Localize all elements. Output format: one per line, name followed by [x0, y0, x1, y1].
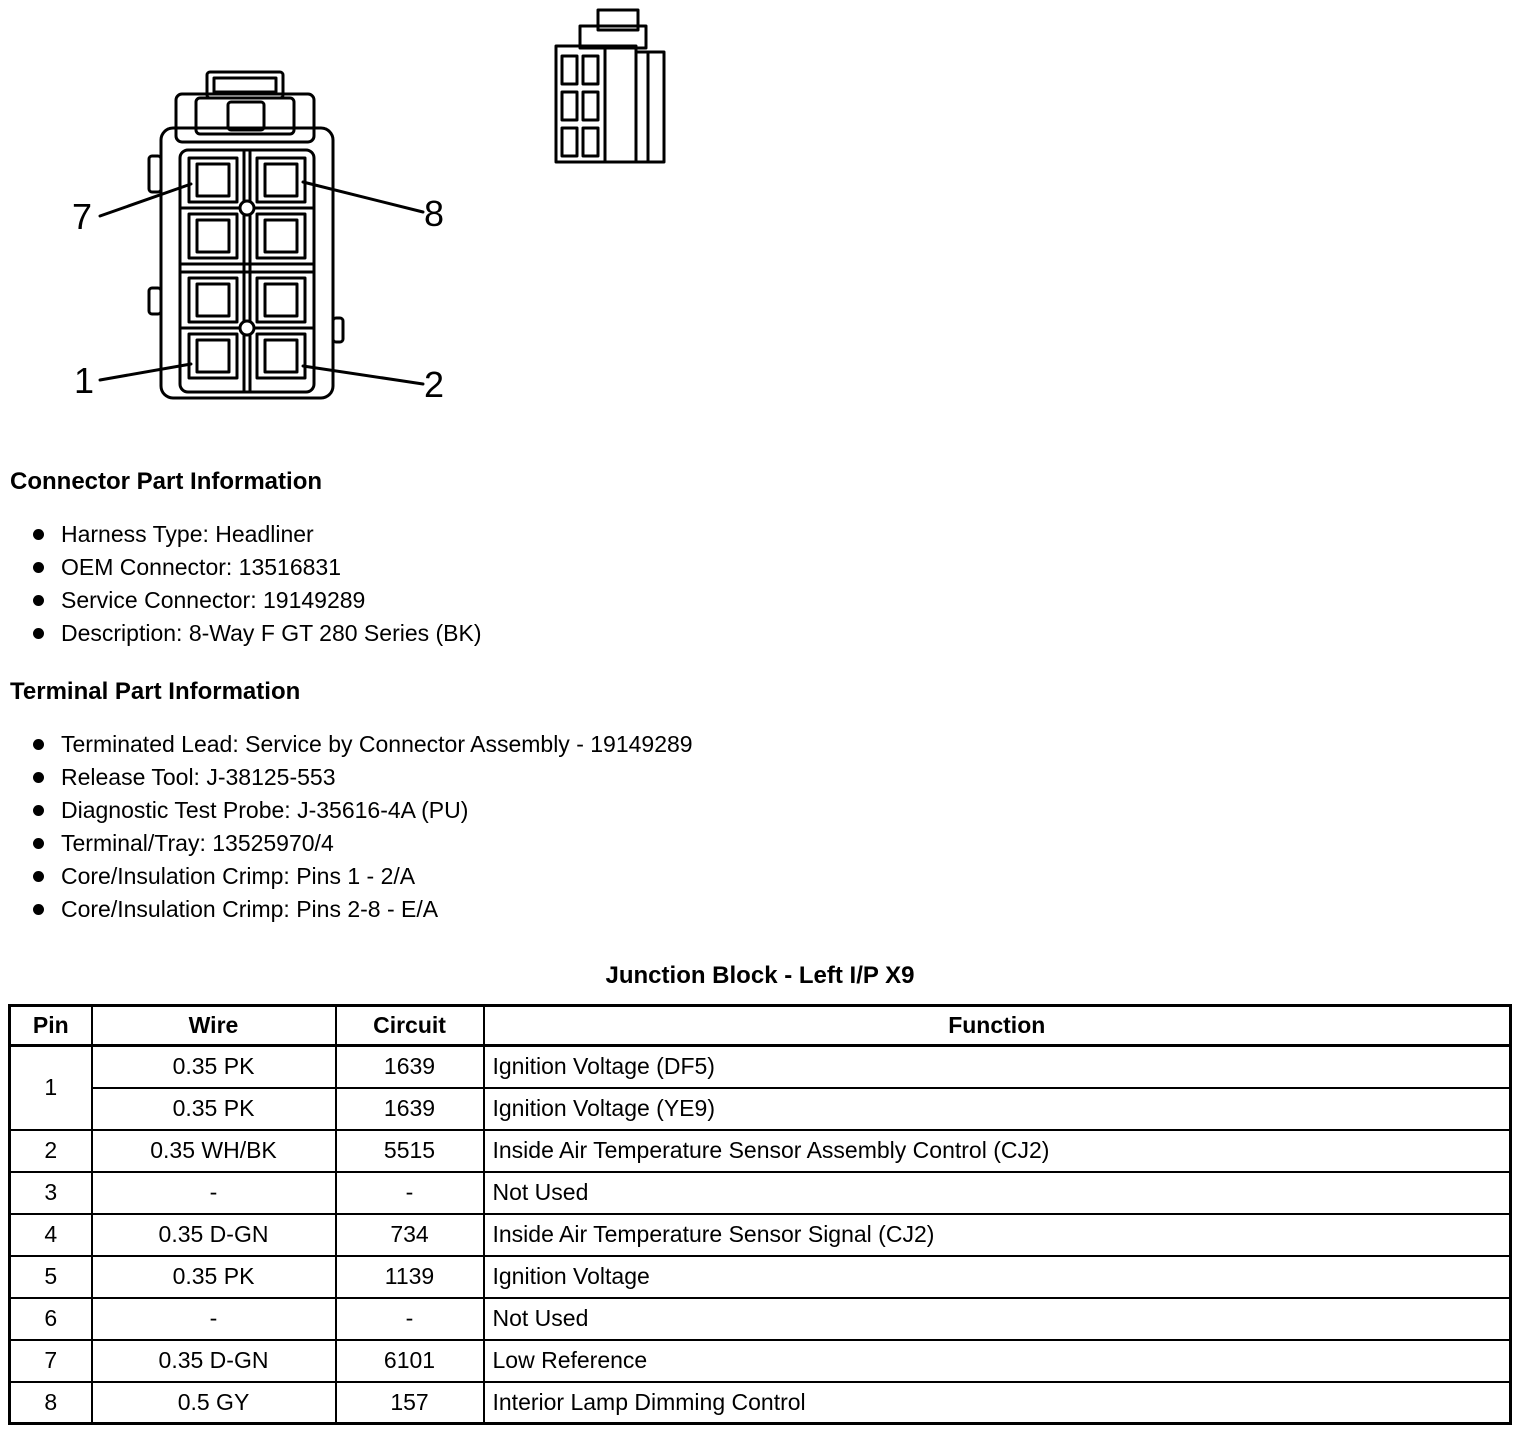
pin-cell: 4: [10, 1214, 92, 1256]
pin-label-8: 8: [424, 193, 445, 234]
wire-cell: 0.35 D-GN: [92, 1340, 336, 1382]
table-row: [10, 1172, 1511, 1214]
function-cell: Not Used: [484, 1298, 1511, 1340]
table-title: Junction Block - Left I/P X9: [605, 962, 915, 989]
table-row: [10, 1256, 1511, 1298]
table-row: [10, 1214, 1511, 1256]
table-row: [10, 1298, 1511, 1340]
list-item: [33, 860, 1520, 893]
pin-cell: 2: [10, 1130, 92, 1172]
table-header-row: [10, 1006, 1511, 1046]
function-cell: Inside Air Temperature Sensor Signal (CJ2): [484, 1214, 1511, 1256]
pin-cell: 5: [10, 1256, 92, 1298]
list-item-text: Description: 8-Way F GT 280 Series (BK): [61, 620, 482, 646]
terminal-part-info-list: [0, 728, 1520, 926]
bullet-icon: [33, 772, 44, 783]
bullet-icon: [33, 529, 44, 540]
bullet-icon: [33, 562, 44, 573]
circuit-cell: 1639: [336, 1088, 484, 1130]
function-cell: Not Used: [484, 1172, 1511, 1214]
header-wire: Wire: [92, 1006, 336, 1046]
list-item: [33, 827, 1520, 860]
pin-label-7: 7: [72, 196, 93, 237]
header-function: Function: [484, 1006, 1511, 1046]
circuit-cell: 1639: [336, 1046, 484, 1088]
list-item: [33, 728, 1520, 761]
wire-cell: 0.35 D-GN: [92, 1214, 336, 1256]
list-item: [33, 551, 1520, 584]
table-row: [10, 1382, 1511, 1424]
wire-cell: 0.35 PK: [92, 1088, 336, 1130]
function-cell: Ignition Voltage (DF5): [484, 1046, 1511, 1088]
list-item-text: Terminated Lead: Service by Connector Assembly - 19149289: [61, 731, 693, 757]
wire-cell: 0.35 PK: [92, 1046, 336, 1088]
connector-front-view: [149, 72, 343, 398]
list-item: [33, 518, 1520, 551]
pin-cell: 8: [10, 1382, 92, 1424]
header-pin: Pin: [10, 1006, 92, 1046]
pin-label-2: 2: [424, 364, 445, 405]
list-item: [33, 893, 1520, 926]
bullet-icon: [33, 904, 44, 915]
list-item-text: OEM Connector: 13516831: [61, 554, 342, 580]
function-cell: Ignition Voltage: [484, 1256, 1511, 1298]
terminal-cavities: [189, 158, 305, 378]
circuit-cell: -: [336, 1172, 484, 1214]
list-item-text: Core/Insulation Crimp: Pins 2-8 - E/A: [61, 896, 439, 922]
function-cell: Interior Lamp Dimming Control: [484, 1382, 1511, 1424]
circuit-cell: 734: [336, 1214, 484, 1256]
list-item-text: Core/Insulation Crimp: Pins 1 - 2/A: [61, 863, 416, 889]
table-row: [10, 1046, 1511, 1088]
circuit-cell: 1139: [336, 1256, 484, 1298]
bullet-icon: [33, 838, 44, 849]
bullet-icon: [33, 739, 44, 750]
list-item: [33, 584, 1520, 617]
wire-cell: 0.5 GY: [92, 1382, 336, 1424]
leader-lines: [100, 182, 423, 384]
function-cell: Inside Air Temperature Sensor Assembly Control (CJ2): [484, 1130, 1511, 1172]
pin-cell: 1: [10, 1046, 92, 1130]
wire-cell: -: [92, 1298, 336, 1340]
bullet-icon: [33, 628, 44, 639]
table-row: [10, 1088, 1511, 1130]
pin-cell: 6: [10, 1298, 92, 1340]
pin-cell: 7: [10, 1340, 92, 1382]
header-circuit: Circuit: [336, 1006, 484, 1046]
wire-cell: 0.35 PK: [92, 1256, 336, 1298]
table-row: [10, 1130, 1511, 1172]
connector-diagram-svg: [0, 0, 700, 440]
list-item: [33, 617, 1520, 650]
connector-side-view: [556, 10, 664, 162]
circuit-cell: 157: [336, 1382, 484, 1424]
wire-cell: -: [92, 1172, 336, 1214]
pin-cell: 3: [10, 1172, 92, 1214]
list-item-text: Harness Type: Headliner: [61, 521, 314, 547]
function-cell: Low Reference: [484, 1340, 1511, 1382]
list-item: [33, 761, 1520, 794]
bullet-icon: [33, 595, 44, 606]
terminal-part-info-heading: Terminal Part Information: [10, 678, 301, 705]
circuit-cell: -: [336, 1298, 484, 1340]
wire-cell: 0.35 WH/BK: [92, 1130, 336, 1172]
list-item: [33, 794, 1520, 827]
connector-diagram: [0, 0, 1520, 440]
table-row: [10, 1340, 1511, 1382]
pin-label-1: 1: [74, 360, 95, 401]
connector-part-info-heading: Connector Part Information: [10, 468, 323, 495]
bullet-icon: [33, 805, 44, 816]
connector-part-info-list: [0, 518, 1520, 650]
bullet-icon: [33, 871, 44, 882]
circuit-cell: 5515: [336, 1130, 484, 1172]
circuit-cell: 6101: [336, 1340, 484, 1382]
pinout-table: [8, 1004, 1512, 1425]
list-item-text: Release Tool: J-38125-553: [61, 764, 336, 790]
list-item-text: Terminal/Tray: 13525970/4: [61, 830, 334, 856]
function-cell: Ignition Voltage (YE9): [484, 1088, 1511, 1130]
list-item-text: Service Connector: 19149289: [61, 587, 366, 613]
list-item-text: Diagnostic Test Probe: J-35616-4A (PU): [61, 797, 469, 823]
